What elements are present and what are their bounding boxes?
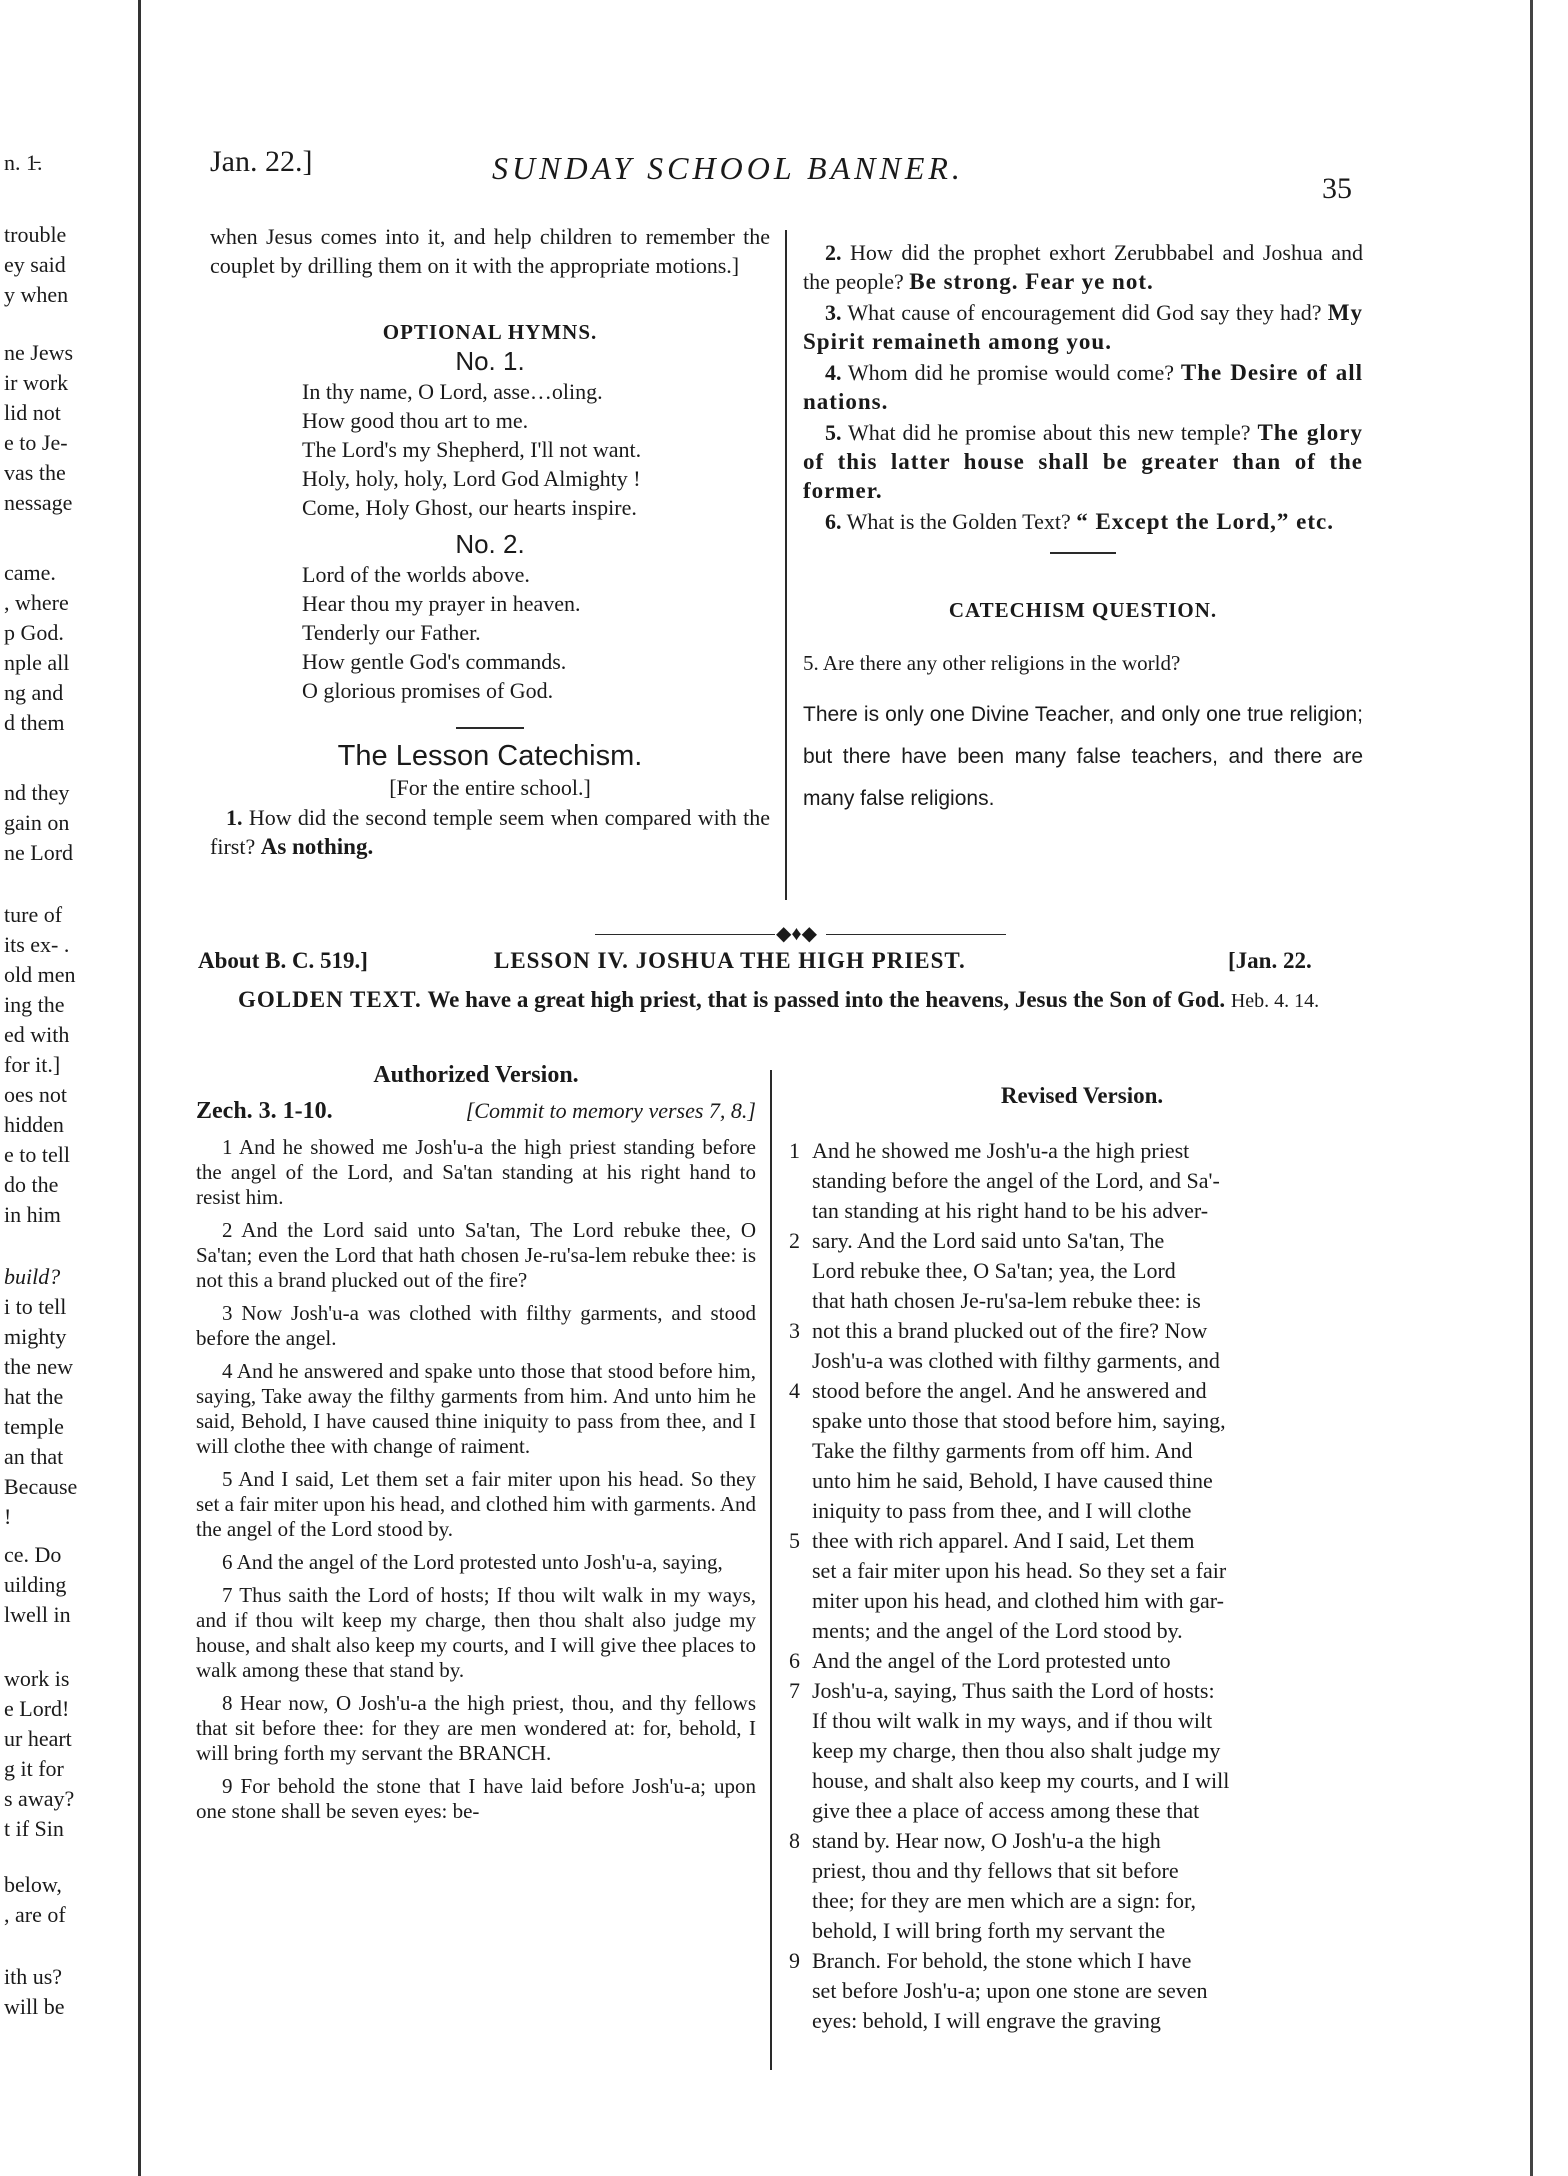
golden-text-body: We have a great high priest, that is passed into the heavens, Jesus the Son of God. [427, 987, 1226, 1012]
margin-fragment: nd they [4, 780, 70, 805]
revised-line-text: Josh'u-a was clothed with filthy garments, and [812, 1348, 1220, 1373]
question-text: How did the prophet exhort Zerubbabel and Joshua and the people? [803, 240, 1363, 294]
revised-line-text: thee; for they are men which are a sign: for, [812, 1888, 1196, 1913]
hymn2-line: O glorious promises of God. [302, 678, 554, 703]
revised-line [812, 1916, 1352, 1946]
authorized-verse: 4 And he answered and spake unto those that stood before him, saying, Take away the filthy garments from him. And unto him he said, Behold, I have caused thine iniquity to pass from thee, and I will clothe thee with change of raiment. [196, 1359, 756, 1458]
question-text: What did he promise about this new temple? [848, 420, 1251, 445]
publication-title: SUNDAY SCHOOL BANNER. [492, 150, 964, 186]
authorized-heading: Authorized Version. [373, 1062, 579, 1088]
revised-line-text: priest, thou and thy fellows that sit before [812, 1858, 1179, 1883]
margin-fragment: ture of [4, 902, 63, 927]
hymn2-line: Tenderly our Father. [302, 620, 481, 645]
revised-line [812, 1406, 1352, 1436]
commit-note: [Commit to memory verses 7, 8.] [465, 1098, 756, 1123]
authorized-reference-line [196, 1098, 756, 1125]
lesson-era: About B. C. 519.] [198, 948, 368, 973]
catechism-answer-5: There is only one Divine Teacher, and only one true religion; but there have been many false teachers, and there are many false religions. [803, 703, 1363, 810]
revised-line [812, 1196, 1352, 1226]
margin-fragment: hat the [4, 1384, 64, 1409]
margin-fragment: e Lord! [4, 1696, 70, 1721]
page-number: 35 [1322, 172, 1352, 205]
revised-line [789, 1676, 1352, 1706]
margin-fragment: e to Je- [4, 430, 68, 455]
hymn2-line: Lord of the worlds above. [302, 562, 530, 587]
margin-fragment: gain on [4, 810, 70, 835]
catechism-question [803, 238, 1363, 296]
revised-line [789, 1226, 1352, 1256]
margin-fragment: Because [4, 1474, 78, 1499]
revised-line-text: set before Josh'u-a; upon one stone are seven [812, 1978, 1208, 2003]
column-divider-bottom [770, 1070, 772, 2070]
margin-fragment: uilding [4, 1572, 67, 1597]
revised-line-text: tan standing at his right hand to be his adver- [812, 1198, 1209, 1223]
margin-fragment: trouble [4, 222, 67, 247]
margin-fragment: build? [4, 1264, 61, 1289]
margin-fragment: came. [4, 560, 56, 585]
margin-fragment: for it.] [4, 1052, 61, 1077]
question-1 [210, 803, 770, 861]
revised-line [812, 1616, 1352, 1646]
question-1-answer: As nothing. [260, 834, 374, 859]
verse-number: 3 [789, 1318, 800, 1343]
authorized-verse: 8 Hear now, O Josh'u-a the high priest, thou, and thy fellows that sit before thee: for they are men wondered at: for, behold, I will bring forth my servant the BRANCH. [196, 1691, 756, 1765]
lesson-title: LESSON IV. JOSHUA THE HIGH PRIEST. [494, 948, 966, 973]
verse-number: 7 [789, 1678, 800, 1703]
revised-line-text: sary. And the Lord said unto Sa'tan, The [812, 1228, 1165, 1253]
margin-fragment: p God. [4, 620, 64, 645]
margin-fragment: , are of [4, 1902, 66, 1927]
margin-fragment: s away? [4, 1786, 75, 1811]
hymn1-line: The Lord's my Shepherd, I'll not want. [302, 437, 642, 462]
margin-fragment: below, [4, 1872, 62, 1897]
margin-fragment: g it for [4, 1756, 64, 1781]
question-text: Whom did he promise would come? [847, 360, 1175, 385]
authorized-verse: 5 And I said, Let them set a fair miter upon his head. So they set a fair miter upon his head, and clothed him with garments. And the angel of the Lord stood by. [196, 1467, 756, 1541]
revised-line-text: Take the filthy garments from off him. And [812, 1438, 1193, 1463]
verse-number: 1 [789, 1138, 800, 1163]
verse-number: 2 [789, 1228, 800, 1253]
golden-text-reference: Heb. 4. 14. [1230, 990, 1320, 1012]
question-answer: “ Except the Lord,” etc. [1076, 509, 1335, 534]
authorized-verse: 1 And he showed me Josh'u-a the high priest standing before the angel of the Lord, and Sa'tan standing at his right hand to resist him. [196, 1135, 756, 1209]
margin-fragment: ey said [4, 252, 66, 277]
revised-line [812, 1166, 1352, 1196]
question-1-text: How did the second temple seem when compared with the first? [210, 805, 770, 859]
question-number: 2. [825, 240, 842, 265]
intro-paragraph: when Jesus comes into it, and help children to remember the couplet by drilling them on it with the appropriate motions.] [210, 224, 770, 278]
verse-number: 6 [789, 1648, 800, 1673]
catechism-subtitle: [For the entire school.] [389, 775, 591, 800]
margin-fragment: hidden [4, 1112, 64, 1137]
margin-fragment: ing the [4, 992, 65, 1017]
revised-line-text: And he showed me Josh'u-a the high priest [812, 1138, 1190, 1163]
revised-line-text: house, and shalt also keep my courts, and I will [812, 1768, 1230, 1793]
revised-line [812, 1796, 1352, 1826]
right-top-column [803, 238, 1363, 820]
margin-fragment: nple all [4, 650, 70, 675]
revised-line-text: stood before the angel. And he answered and [812, 1378, 1207, 1403]
revised-line [812, 1706, 1352, 1736]
ornament-rule-left [595, 934, 775, 935]
golden-text-label: GOLDEN TEXT. [238, 987, 422, 1012]
question-text: What is the Golden Text? [846, 509, 1071, 534]
question-number: 5. [825, 420, 842, 445]
margin-fragment: n. 1̵. [4, 150, 43, 175]
revised-line-text: standing before the angel of the Lord, and Sa'- [812, 1168, 1220, 1193]
revised-line [812, 1496, 1352, 1526]
revised-heading: Revised Version. [1000, 1083, 1164, 1108]
revised-line-text: give thee a place of access among these that [812, 1798, 1200, 1823]
revised-line [789, 1946, 1352, 1976]
question-answer: The Desire of all nations. [803, 360, 1363, 414]
revised-line [812, 1436, 1352, 1466]
hymn1-line: Come, Holy Ghost, our hearts inspire. [302, 495, 637, 520]
question-number: 3. [825, 300, 842, 325]
question-answer: My Spirit remaineth among you. [803, 300, 1364, 354]
revised-line-text: behold, I will bring forth my servant the [812, 1918, 1166, 1943]
revised-line-text: not this a brand plucked out of the fire? Now [812, 1318, 1208, 1343]
margin-fragment: old men [4, 962, 76, 987]
golden-text-block [238, 984, 1348, 1017]
revised-line-text: set a fair miter upon his head. So they set a fair [812, 1558, 1227, 1583]
page-right-edge [1530, 0, 1533, 2176]
hymn1-line: In thy name, O Lord, asse…oling. [302, 379, 603, 404]
authorized-verses [196, 1135, 756, 1824]
revised-line [812, 1466, 1352, 1496]
revised-line [789, 1826, 1352, 1856]
revised-line-text: keep my charge, then thou also shalt judge my [812, 1738, 1221, 1763]
hymn1-line: How good thou art to me. [302, 408, 529, 433]
margin-fragment: ce. Do [4, 1542, 62, 1567]
hymn2-line: Hear thou my prayer in heaven. [302, 591, 581, 616]
revised-line [812, 1256, 1352, 1286]
authorized-verse: 7 Thus saith the Lord of hosts; If thou wilt walk in my ways, and if thou wilt keep my charge, then thou shalt also judge my house, and shalt also keep my courts, and I will give thee places to walk among these that stand by. [196, 1583, 756, 1682]
margin-fragment: an that [4, 1444, 64, 1469]
revised-version-column [789, 1080, 1352, 2036]
revised-line-text: spake unto those that stood before him, saying, [812, 1408, 1226, 1433]
revised-line-text: Branch. For behold, the stone which I have [812, 1948, 1192, 1973]
margin-fragment: mighty [4, 1324, 67, 1349]
margin-fragment: ne Jews [4, 340, 74, 365]
revised-line-text: ments; and the angel of the Lord stood by. [812, 1618, 1183, 1643]
revised-verses [789, 1136, 1352, 2036]
revised-line [789, 1646, 1352, 1676]
question-1-number: 1. [226, 805, 243, 830]
margin-fragment: in him [4, 1202, 61, 1227]
question-answer: Be strong. Fear ye not. [909, 269, 1154, 294]
revised-line-text: Lord rebuke thee, O Sa'tan; yea, the Lord [812, 1258, 1176, 1283]
hymn2-list [210, 560, 770, 705]
catechism-questions-continued [803, 238, 1363, 536]
revised-line-text: thee with rich apparel. And I said, Let them [812, 1528, 1195, 1553]
margin-fragment: nessage [4, 490, 73, 515]
question-number: 6. [825, 509, 842, 534]
scripture-reference: Zech. 3. 1-10. [196, 1098, 333, 1124]
question-text: What cause of encouragement did God say they had? [847, 300, 1322, 325]
revised-line-text: iniquity to pass from thee, and I will clothe [812, 1498, 1192, 1523]
question-number: 4. [825, 360, 842, 385]
hymn1-list [210, 377, 770, 522]
margin-fragment: ne Lord [4, 840, 74, 865]
margin-fragment: d them [4, 710, 65, 735]
margin-fragment: , where [4, 590, 69, 615]
margin-fragment: will be [4, 1994, 65, 2019]
revised-line [812, 1766, 1352, 1796]
revised-line-text: Josh'u-a, saying, Thus saith the Lord of hosts: [812, 1678, 1215, 1703]
hymn1-title: No. 1. [455, 346, 525, 376]
revised-line-text: And the angel of the Lord protested unto [812, 1648, 1171, 1673]
margin-fragment: t if Sin [4, 1816, 64, 1841]
verse-number: 5 [789, 1528, 800, 1553]
hymns-heading: OPTIONAL HYMNS. [382, 320, 598, 344]
revised-line [812, 1886, 1352, 1916]
page-binding-edge [138, 0, 141, 2176]
authorized-verse: 9 For behold the stone that I have laid before Josh'u-a; upon one stone shall be seven eyes: be- [196, 1774, 756, 1823]
revised-line [812, 1586, 1352, 1616]
revised-line-text: miter upon his head, and clothed him with gar- [812, 1588, 1224, 1613]
question-answer: The glory of this latter house shall be greater than of the former. [803, 420, 1364, 503]
revised-line [812, 1346, 1352, 1376]
margin-fragment: oes not [4, 1082, 67, 1107]
hymn1-line: Holy, holy, holy, Lord God Almighty ! [302, 466, 641, 491]
revised-line [789, 1316, 1352, 1346]
left-top-column [210, 222, 770, 861]
short-divider-left [456, 727, 524, 729]
hymn2-title: No. 2. [455, 529, 525, 559]
margin-fragment: ! [4, 1504, 12, 1529]
catechism-title: The Lesson Catechism. [337, 740, 643, 772]
margin-fragment: temple [4, 1414, 64, 1439]
revised-line-text: unto him he said, Behold, I have caused thine [812, 1468, 1213, 1493]
revised-line [812, 1856, 1352, 1886]
catechism-question [803, 507, 1363, 536]
margin-fragment: vas the [4, 460, 66, 485]
revised-line-text: stand by. Hear now, O Josh'u-a the high [812, 1828, 1161, 1853]
ornament-rule-right [826, 934, 1006, 935]
verse-number: 8 [789, 1828, 800, 1853]
revised-line [812, 1976, 1352, 2006]
authorized-version-column [196, 1058, 756, 1832]
margin-fragment: ng and [4, 680, 64, 705]
revised-line [789, 1136, 1352, 1166]
margin-fragment: ur heart [4, 1726, 72, 1751]
revised-line [789, 1376, 1352, 1406]
margin-fragment: the new [4, 1354, 74, 1379]
margin-fragment: e to tell [4, 1142, 70, 1167]
revised-line-text: eyes: behold, I will engrave the graving [812, 2008, 1161, 2033]
margin-fragment: i to tell [4, 1294, 67, 1319]
short-divider-right [1050, 552, 1116, 554]
margin-fragment: lwell in [4, 1602, 71, 1627]
margin-fragment: ed with [4, 1022, 70, 1047]
header-date: Jan. 22.] [210, 145, 313, 178]
revised-line [812, 1556, 1352, 1586]
catechism-question-5: 5. Are there any other religions in the world? [803, 651, 1181, 675]
ornament-icon: ◆♦◆ [776, 923, 817, 945]
revised-line [812, 1736, 1352, 1766]
margin-fragment: ith us? [4, 1964, 63, 1989]
revised-line [812, 1286, 1352, 1316]
margin-fragment: lid not [4, 400, 61, 425]
lesson-date: [Jan. 22. [1228, 948, 1312, 973]
authorized-verse: 3 Now Josh'u-a was clothed with filthy garments, and stood before the angel. [196, 1301, 756, 1350]
margin-fragment: y when [4, 282, 69, 307]
verse-number: 4 [789, 1378, 800, 1403]
revised-line-text: If thou wilt walk in my ways, and if thou wilt [812, 1708, 1213, 1733]
margin-fragment: ir work [4, 370, 69, 395]
catechism-question [803, 298, 1363, 356]
catechism-question [803, 358, 1363, 416]
catechism-question [803, 418, 1363, 505]
column-divider-top [785, 230, 787, 900]
authorized-verse: 6 And the angel of the Lord protested unto Josh'u-a, saying, [222, 1550, 723, 1574]
authorized-verse: 2 And the Lord said unto Sa'tan, The Lord rebuke thee, O Sa'tan; even the Lord that hath chosen Je-ru'sa-lem rebuke thee: is not this a brand plucked out of the fire? [196, 1218, 756, 1292]
margin-fragment: do the [4, 1172, 59, 1197]
margin-fragment: work is [4, 1666, 70, 1691]
hymn2-line: How gentle God's commands. [302, 649, 567, 674]
revised-line-text: that hath chosen Je-ru'sa-lem rebuke thee: is [812, 1288, 1201, 1313]
margin-fragment: its ex- . [4, 932, 70, 957]
revised-line [789, 1526, 1352, 1556]
revised-line [812, 2006, 1352, 2036]
verse-number: 9 [789, 1948, 800, 1973]
catechism-question-heading: CATECHISM QUESTION. [948, 598, 1218, 622]
